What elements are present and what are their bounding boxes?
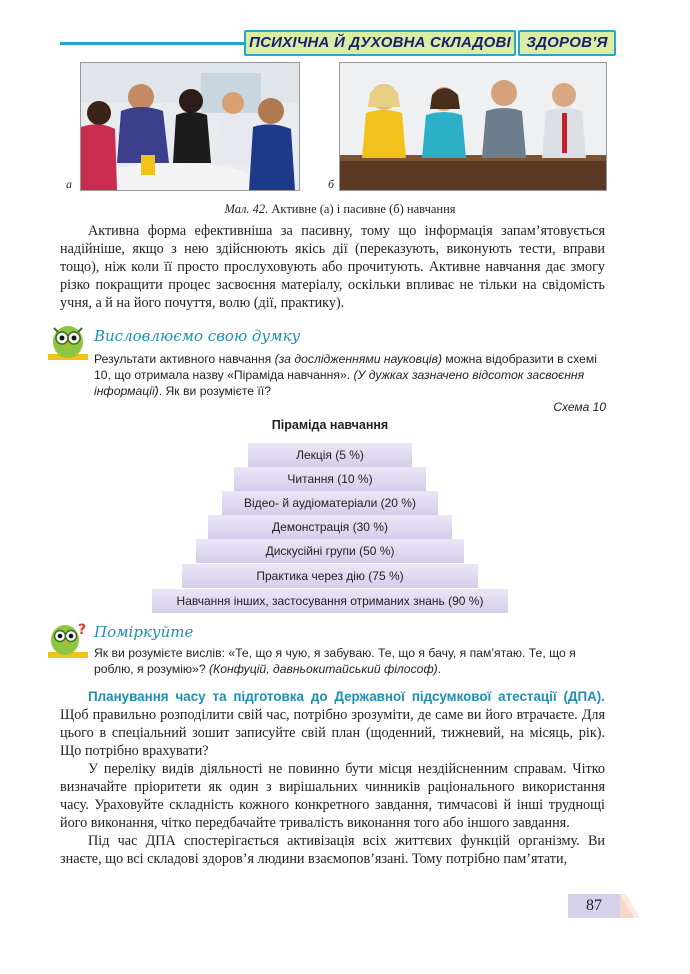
think-text-part1: Як ви розумієте вислів: «Те, що я чую, я забуваю. Те, що я бачу, я пам’ятаю. Те, що я роблю, я розумію»?	[94, 646, 576, 676]
pyramid-level-4: Демонстрація (30 %)	[208, 515, 452, 539]
think-title: Поміркуйте	[94, 623, 194, 641]
header-title-2: ЗДОРОВ’Я	[518, 30, 616, 56]
figure-label-a: а	[66, 177, 72, 191]
intro-paragraph: Активна форма ефективніша за пасивну, тому що інформація запам’ятовується надійніше, якщо з нею здійснюють якісь дії (переказують, виконують тести, вправи тощо), ніж коли її просто прослуховують або прочитують. Активне навчання дає змогу різко покращити процес засвоєння матеріалу, оскільки впливає не тільки на свідомість учня, а й на його почуття, волю (дії, практику).	[60, 223, 605, 311]
pyramid-level-6: Практика через дію (75 %)	[182, 564, 478, 588]
opinion-title: Висловлюємо свою думку	[94, 327, 301, 345]
pyramid-level-7: Навчання інших, застосування отриманих знань (90 %)	[152, 589, 508, 613]
pyramid-level-3: Відео- й аудіоматеріали (20 %)	[222, 491, 438, 515]
pyramid-level-2: Читання (10 %)	[234, 467, 426, 491]
header-rule	[60, 42, 244, 45]
pyramid-level-1: Лекція (5 %)	[248, 443, 412, 467]
opinion-text-part2: можна відобразити в схемі 10, що отримала назву «Піраміда навчання».	[94, 352, 597, 382]
planning-block	[60, 688, 605, 868]
think-text-end: .	[437, 662, 442, 676]
caption-text: Активне (а) і пасивне (б) навчання	[271, 202, 456, 216]
header-title: ПСИХІЧНА Й ДУХОВНА СКЛАДОВІ	[244, 30, 516, 56]
owl-question-icon	[48, 620, 88, 660]
opinion-text-part1: Результати активного навчання	[94, 352, 275, 366]
owl-icon	[48, 324, 88, 362]
opinion-text-italic2: (У дужках зазначено відсоток засвоєння інформації)	[94, 368, 585, 398]
caption-number: Мал. 42.	[224, 202, 269, 216]
think-text-italic: (Конфуцій, давньокитайський філософ)	[209, 662, 438, 676]
opinion-text-part3: . Як ви розумієте її?	[158, 384, 271, 398]
pyramid-level-5: Дискусійні групи (50 %)	[196, 539, 464, 563]
scheme-label: Схема 10	[553, 400, 606, 414]
think-text	[94, 645, 606, 677]
figure-caption	[80, 202, 600, 217]
pyramid-title: Піраміда навчання	[271, 418, 389, 432]
planning-paragraph-3: Під час ДПА спостерігається активізація всіх життєвих функцій організму. Ви знаєте, що всі складові здоров’я людини взаємопов’язані. Тому потрібно пам’ятати,	[60, 833, 605, 867]
page-number: 87	[568, 894, 620, 918]
planning-heading: Планування часу та підготовка до Державної підсумкової атестації (ДПА).	[88, 689, 605, 704]
photo-active-learning	[80, 62, 300, 191]
svg-text:?: ?	[78, 622, 87, 638]
opinion-text-italic1: (за дослідженнями науковців)	[274, 352, 443, 366]
photo-passive-learning	[339, 62, 607, 191]
opinion-text	[94, 351, 606, 399]
planning-paragraph-1: Щоб правильно розподілити свій час, потрібно зрозуміти, де саме ви його втрачаєте. Для цього в спеціальний зошит записуйте свій план (щоденний, тижневий, на місяць, рік). Що потрібно врахувати?	[60, 707, 605, 759]
figure-label-b: б	[328, 177, 335, 191]
planning-paragraph-2: У переліку видів діяльності не повинно бути місця нездійсненним справам. Чітко визначайте пріоритети як один з вирішальних чинників раціонального використання часу. Ураховуйте складність кожного конкретного завдання, тимчасові й інші труднощі його виконання, чітко передбачайте тривалість виконання того або іншого завдання.	[60, 761, 605, 831]
